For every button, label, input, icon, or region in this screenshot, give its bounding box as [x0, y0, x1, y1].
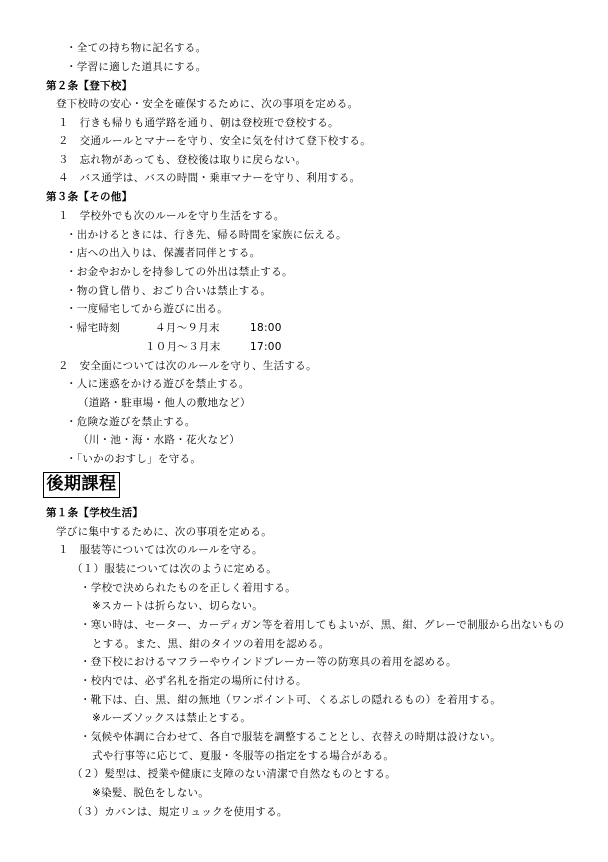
return-time-1: 18:00: [250, 322, 282, 334]
item-study-tools: ・学習に適した道具にする。: [66, 61, 207, 73]
danger-examples: （川・池・海・水路・花火など）: [78, 434, 240, 446]
bullet-go-home-first: ・一度帰宅してから遊びに出る。: [66, 303, 228, 315]
clothing-subitem-1: （１）服装については次のように定める。: [72, 563, 277, 575]
article-2-item-3: ３ 忘れ物があっても、登校後は取りに戻らない。: [58, 154, 307, 166]
article-2-item-4: ４ バス通学は、バスの時間・乗車マナーを守り、利用する。: [58, 172, 361, 184]
bullet-no-nuisance-play: ・人に迷惑をかける遊びを禁止する。: [66, 378, 250, 390]
later-item-1: １ 服装等については次のルールを守る。: [58, 544, 263, 556]
item-name-belongings: ・全ての持ち物に記名する。: [66, 42, 207, 54]
note-loose-socks: ※ルーズソックスは禁止とする。: [92, 712, 252, 724]
bullet-seasonal-clothing: ・気候や体調に合わせて、各自で服装を調整することとし、衣替えの時期は設けない。: [80, 731, 501, 743]
article-3-item-1: １ 学校外でも次のルールを守り生活をする。: [58, 210, 285, 222]
article-3-heading: 第３条【その他】: [46, 191, 133, 203]
note-hair-dye: ※染髪、脱色をしない。: [92, 787, 210, 799]
article-2-intro: 登下校時の安心・安全を確保するために、次の事項を定める。: [56, 98, 359, 110]
section-heading-later-course: 後期課程: [43, 472, 120, 498]
return-period-2: １０月～３月末: [145, 341, 221, 353]
nuisance-examples: （道路・駐車場・他人の敷地など）: [78, 397, 251, 409]
bullet-money-snacks: ・お金やおかしを持参しての外出は禁止する。: [66, 266, 293, 278]
bullet-wear-correctly: ・学校で決められたものを正しく着用する。: [80, 582, 296, 594]
bullet-no-dangerous-play: ・危険な遊びを禁止する。: [66, 416, 196, 428]
bullet-socks: ・靴下は、白、黒、紺の無地（ワンポイント可、くるぶしの隠れるもの）を着用する。: [80, 694, 502, 706]
hairstyle-subitem-2: （２）髪型は、授業や健康に支障のない清潔で自然なものとする。: [72, 768, 396, 780]
bullet-lending: ・物の貸し借り、おごり合いは禁止する。: [66, 285, 272, 297]
article-3-item-2: ２ 安全面については次のルールを守り、生活する。: [58, 360, 317, 372]
bullet-ikanoosushi: ・「いかのおすし」を守る。: [66, 453, 202, 465]
bullet-name-tag: ・校内では、必ず名札を指定の場所に付ける。: [80, 675, 307, 687]
bullet-return-time-label: ・帰宅時刻: [66, 322, 120, 334]
bag-subitem-3: （３）カバンは、規定リュックを使用する。: [72, 806, 288, 818]
bullet-winter-gear: ・登下校におけるマフラーやウインドブレーカー等の防寒具の着用を認める。: [80, 656, 457, 668]
return-period-1: ４月～９月末: [155, 322, 220, 334]
later-article-1-heading: 第１条【学校生活】: [46, 507, 144, 519]
note-skirt: ※スカートは折らない、切らない。: [92, 600, 264, 612]
return-time-2: 17:00: [250, 341, 282, 353]
article-2-item-1: １ 行きも帰りも通学路を通り、朝は登校班で登校する。: [58, 117, 339, 129]
bullet-cold-weather-cont: とする。また、黒、紺のタイツの着用を認める。: [92, 638, 330, 650]
bullet-cold-weather: ・寒い時は、セーター、カーディガン等を着用してもよいが、黒、紺、グレーで制服から出ないもの: [80, 619, 565, 631]
bullet-store-entry: ・店への出入りは、保護者同伴とする。: [66, 247, 261, 259]
article-2-heading: 第２条【登下校】: [46, 80, 133, 92]
bullet-destination: ・出かけるときには、行き先、帰る時間を家族に伝える。: [66, 229, 347, 241]
bullet-seasonal-clothing-cont: 式や行事等に応じて、夏服・冬服等の指定をする場合がある。: [92, 750, 395, 762]
article-2-item-2: ２ 交通ルールとマナーを守り、安全に気を付けて登下校する。: [58, 135, 371, 147]
later-article-1-intro: 学びに集中するために、次の事項を定める。: [56, 526, 272, 538]
